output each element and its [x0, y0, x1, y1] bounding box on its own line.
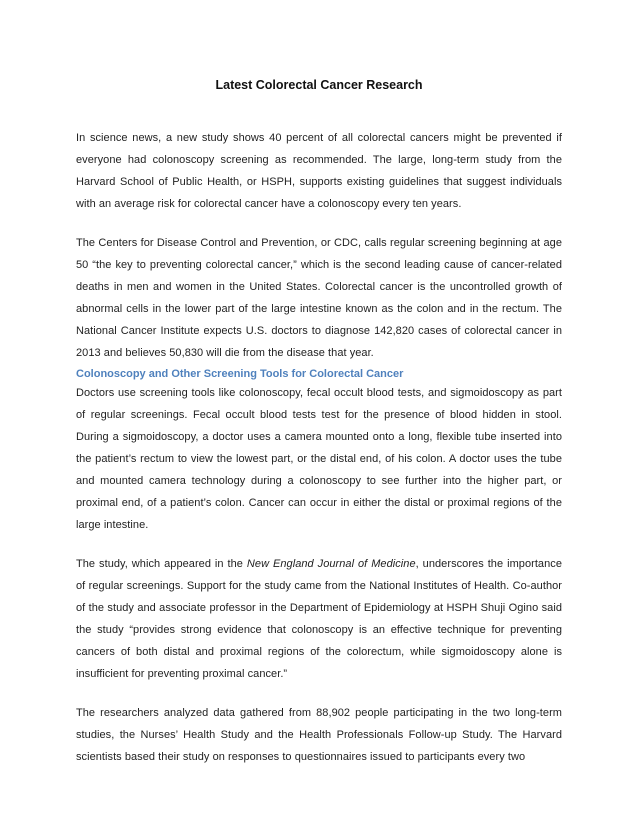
- paragraph-study: [76, 553, 562, 685]
- paragraph-cdc: The Centers for Disease Control and Prevention, or CDC, calls regular screening beginning at age 50 “the key to preventing colorectal cancer,” which is the second leading cause of cancer-related deaths in men and women in the United States. Colorectal cancer is the uncontrolled growth of abnormal cells in the lower part of the large intestine known as the colon and in the rectum. The National Cancer Institute expects U.S. doctors to diagnose 142,820 cases of colorectal cancer in 2013 and believes 50,830 will die from the disease that year.: [76, 237, 562, 359]
- paragraph-study-text-end: , underscores the importance of regular screenings. Support for the study came from the National Institutes of Health. Co-author of the study and associate professor in the Department of Epidemiology at HSPH Shuji Ogino said the study “provides strong evidence that colonoscopy is an effective technique for preventing cancers of both distal and proximal regions of the colorectum, while sigmoidoscopy alone is insufficient for preventing proximal cancer.”: [76, 558, 562, 680]
- paragraph-screening-tools: Doctors use screening tools like colonoscopy, fecal occult blood tests, and sigmoidoscopy as part of regular screenings. Fecal occult blood tests test for the presence of blood hidden in stool. During a sigmoidoscopy, a doctor uses a camera mounted onto a long, flexible tube inserted into the patient’s rectum to view the lowest part, or the distal end, of his colon. A doctor uses the tube and mounted camera technology during a colonoscopy to see further into the higher part, or proximal end, of a patient’s colon. Cancer can occur in either the distal or proximal regions of the large intestine.: [76, 387, 562, 531]
- paragraph-researchers: The researchers analyzed data gathered from 88,902 people participating in the two long-term studies, the Nurses’ Health Study and the Health Professionals Follow-up Study. The Harvard scientists based their study on responses to questionnaires issued to participants every two: [76, 707, 562, 763]
- section-heading-screening-tools: Colonoscopy and Other Screening Tools for Colorectal Cancer: [76, 368, 404, 380]
- journal-name: New England Journal of Medicine: [246, 558, 416, 570]
- document-title: Latest Colorectal Cancer Research: [215, 78, 423, 92]
- paragraph-study-text-start: The study, which appeared in the: [76, 558, 247, 570]
- paragraph-intro: In science news, a new study shows 40 percent of all colorectal cancers might be prevented if everyone had colonoscopy screening as recommended. The large, long-term study from the Harvard School of Public Health, or HSPH, supports existing guidelines that suggest individuals with an average risk for colorectal cancer have a colonoscopy every ten years.: [76, 132, 562, 210]
